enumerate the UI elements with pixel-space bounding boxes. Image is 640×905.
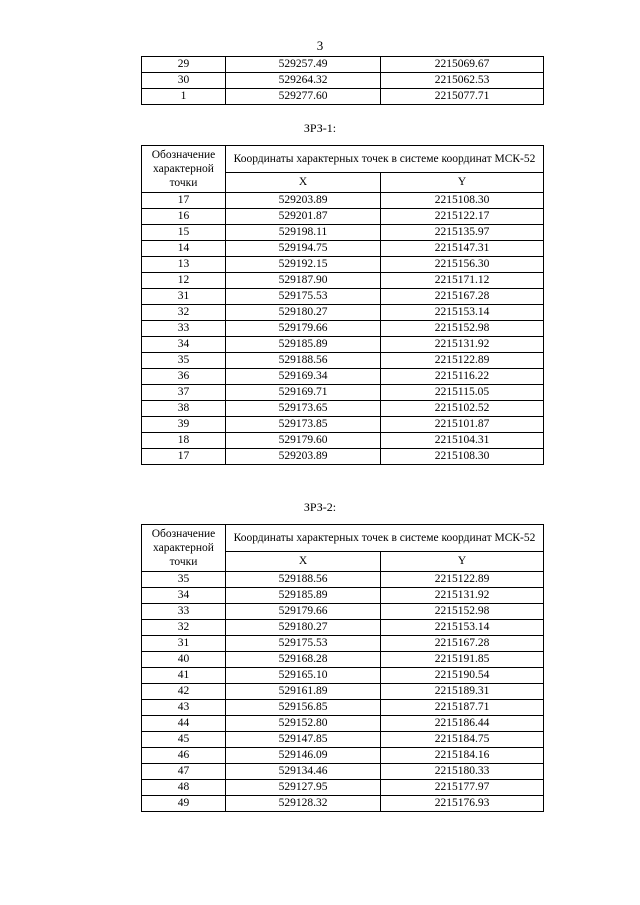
y-coordinate-cell: 2215108.30 [381, 449, 544, 465]
x-coordinate-cell: 529185.89 [226, 337, 381, 353]
point-number-cell: 37 [142, 385, 226, 401]
point-number-cell: 43 [142, 700, 226, 716]
table-row [142, 700, 544, 716]
x-coordinate-cell: 529169.71 [226, 385, 381, 401]
x-coordinate-cell: 529161.89 [226, 684, 381, 700]
header-row [142, 146, 544, 173]
y-coordinate-cell: 2215190.54 [381, 668, 544, 684]
table-row [142, 353, 544, 369]
top-coordinates-table [141, 56, 544, 105]
table-row [142, 225, 544, 241]
table-row [142, 636, 544, 652]
table-row [142, 780, 544, 796]
x-coordinate-cell: 529203.89 [226, 193, 381, 209]
table-row [142, 89, 544, 105]
x-coordinate-cell: 529127.95 [226, 780, 381, 796]
table-row [142, 588, 544, 604]
y-coordinate-cell: 2215069.67 [381, 57, 544, 73]
y-coordinate-cell: 2215122.89 [381, 572, 544, 588]
point-number-cell: 29 [142, 57, 226, 73]
table-row [142, 401, 544, 417]
x-coordinate-cell: 529173.65 [226, 401, 381, 417]
y-coordinate-cell: 2215153.14 [381, 305, 544, 321]
table-row [142, 449, 544, 465]
point-number-cell: 41 [142, 668, 226, 684]
y-coordinate-cell: 2215131.92 [381, 588, 544, 604]
x-coordinate-cell: 529179.66 [226, 321, 381, 337]
table-row [142, 652, 544, 668]
x-coordinate-cell: 529188.56 [226, 572, 381, 588]
table-row [142, 668, 544, 684]
coordinates-header: Координаты характерных точек в системе координат МСК-52 [226, 146, 544, 173]
point-designation-header: Обозначение характерной точки [142, 525, 226, 572]
x-coordinate-cell: 529134.46 [226, 764, 381, 780]
x-coordinate-cell: 529257.49 [226, 57, 381, 73]
point-number-cell: 31 [142, 636, 226, 652]
table-row [142, 337, 544, 353]
x-coordinate-cell: 529147.85 [226, 732, 381, 748]
table-row [142, 417, 544, 433]
y-coordinate-cell: 2215147.31 [381, 241, 544, 257]
point-number-cell: 17 [142, 193, 226, 209]
y-coordinate-cell: 2215177.97 [381, 780, 544, 796]
table-row [142, 369, 544, 385]
y-coordinate-cell: 2215152.98 [381, 321, 544, 337]
table-row [142, 305, 544, 321]
point-number-cell: 17 [142, 449, 226, 465]
point-number-cell: 46 [142, 748, 226, 764]
y-coordinate-cell: 2215189.31 [381, 684, 544, 700]
point-number-cell: 38 [142, 401, 226, 417]
zrz1-title: ЗРЗ-1: [303, 121, 337, 135]
x-coordinate-cell: 529156.85 [226, 700, 381, 716]
point-number-cell: 48 [142, 780, 226, 796]
table-row [142, 748, 544, 764]
y-coordinate-cell: 2215167.28 [381, 636, 544, 652]
point-number-cell: 49 [142, 796, 226, 812]
y-coordinate-cell: 2215191.85 [381, 652, 544, 668]
point-number-cell: 12 [142, 273, 226, 289]
x-coordinate-cell: 529165.10 [226, 668, 381, 684]
point-number-cell: 45 [142, 732, 226, 748]
x-coordinate-cell: 529194.75 [226, 241, 381, 257]
y-coordinate-cell: 2215184.16 [381, 748, 544, 764]
point-number-cell: 1 [142, 89, 226, 105]
x-coordinate-cell: 529185.89 [226, 588, 381, 604]
x-coordinate-cell: 529188.56 [226, 353, 381, 369]
point-number-cell: 16 [142, 209, 226, 225]
table-row [142, 604, 544, 620]
y-coordinate-cell: 2215077.71 [381, 89, 544, 105]
y-coordinate-cell: 2215152.98 [381, 604, 544, 620]
table-row [142, 73, 544, 89]
top-table-body [142, 57, 544, 105]
x-coordinate-cell: 529201.87 [226, 209, 381, 225]
point-number-cell: 13 [142, 257, 226, 273]
table-row [142, 385, 544, 401]
table-row [142, 209, 544, 225]
x-coordinate-cell: 529264.32 [226, 73, 381, 89]
table-row [142, 732, 544, 748]
point-number-cell: 32 [142, 305, 226, 321]
x-coordinate-cell: 529146.09 [226, 748, 381, 764]
y-coordinate-cell: 2215062.53 [381, 73, 544, 89]
x-coordinate-cell: 529203.89 [226, 449, 381, 465]
y-coordinate-cell: 2215131.92 [381, 337, 544, 353]
zrz1-table-body [142, 193, 544, 465]
table-row [142, 321, 544, 337]
table-row [142, 433, 544, 449]
y-coordinate-cell: 2215176.93 [381, 796, 544, 812]
y-coordinate-cell: 2215122.17 [381, 209, 544, 225]
y-coordinate-cell: 2215184.75 [381, 732, 544, 748]
x-coordinate-cell: 529179.66 [226, 604, 381, 620]
point-number-cell: 39 [142, 417, 226, 433]
table-row [142, 716, 544, 732]
x-coordinate-cell: 529192.15 [226, 257, 381, 273]
table-row [142, 620, 544, 636]
point-number-cell: 35 [142, 572, 226, 588]
y-coordinate-cell: 2215104.31 [381, 433, 544, 449]
point-number-cell: 15 [142, 225, 226, 241]
y-coordinate-cell: 2215102.52 [381, 401, 544, 417]
point-number-cell: 40 [142, 652, 226, 668]
y-coordinate-cell: 2215108.30 [381, 193, 544, 209]
table-row [142, 273, 544, 289]
header-row [142, 525, 544, 552]
x-coordinate-cell: 529168.28 [226, 652, 381, 668]
x-coordinate-cell: 529277.60 [226, 89, 381, 105]
point-number-cell: 31 [142, 289, 226, 305]
x-column-header: X [226, 172, 381, 192]
y-coordinate-cell: 2215171.12 [381, 273, 544, 289]
table-row [142, 257, 544, 273]
x-coordinate-cell: 529175.53 [226, 636, 381, 652]
table-row [142, 289, 544, 305]
y-coordinate-cell: 2215156.30 [381, 257, 544, 273]
zrz2-title: ЗРЗ-2: [303, 500, 337, 514]
point-number-cell: 30 [142, 73, 226, 89]
x-coordinate-cell: 529175.53 [226, 289, 381, 305]
point-number-cell: 42 [142, 684, 226, 700]
point-number-cell: 47 [142, 764, 226, 780]
point-number-cell: 35 [142, 353, 226, 369]
point-number-cell: 44 [142, 716, 226, 732]
y-coordinate-cell: 2215116.22 [381, 369, 544, 385]
y-coordinate-cell: 2215180.33 [381, 764, 544, 780]
y-coordinate-cell: 2215153.14 [381, 620, 544, 636]
point-number-cell: 14 [142, 241, 226, 257]
coordinates-header: Координаты характерных точек в системе координат МСК-52 [226, 525, 544, 552]
x-coordinate-cell: 529173.85 [226, 417, 381, 433]
point-number-cell: 34 [142, 588, 226, 604]
table-row [142, 193, 544, 209]
x-coordinate-cell: 529169.34 [226, 369, 381, 385]
table-row [142, 57, 544, 73]
point-number-cell: 34 [142, 337, 226, 353]
y-coordinate-cell: 2215167.28 [381, 289, 544, 305]
y-coordinate-cell: 2215187.71 [381, 700, 544, 716]
x-coordinate-cell: 529198.11 [226, 225, 381, 241]
point-designation-header: Обозначение характерной точки [142, 146, 226, 193]
y-coordinate-cell: 2215135.97 [381, 225, 544, 241]
table-row [142, 684, 544, 700]
y-coordinate-cell: 2215186.44 [381, 716, 544, 732]
x-coordinate-cell: 529187.90 [226, 273, 381, 289]
x-coordinate-cell: 529180.27 [226, 305, 381, 321]
point-number-cell: 18 [142, 433, 226, 449]
y-coordinate-cell: 2215115.05 [381, 385, 544, 401]
zrz2-coordinates-table [141, 524, 544, 812]
point-number-cell: 32 [142, 620, 226, 636]
table-row [142, 764, 544, 780]
page-number: 3 [316, 38, 324, 53]
table-row [142, 572, 544, 588]
x-coordinate-cell: 529152.80 [226, 716, 381, 732]
point-number-cell: 33 [142, 604, 226, 620]
y-coordinate-cell: 2215101.87 [381, 417, 544, 433]
table-row [142, 241, 544, 257]
y-column-header: Y [381, 551, 544, 571]
x-coordinate-cell: 529128.32 [226, 796, 381, 812]
x-column-header: X [226, 551, 381, 571]
zrz2-table-body [142, 572, 544, 812]
y-column-header: Y [381, 172, 544, 192]
x-coordinate-cell: 529180.27 [226, 620, 381, 636]
x-coordinate-cell: 529179.60 [226, 433, 381, 449]
table-row [142, 796, 544, 812]
y-coordinate-cell: 2215122.89 [381, 353, 544, 369]
zrz1-coordinates-table [141, 145, 544, 465]
point-number-cell: 36 [142, 369, 226, 385]
point-number-cell: 33 [142, 321, 226, 337]
